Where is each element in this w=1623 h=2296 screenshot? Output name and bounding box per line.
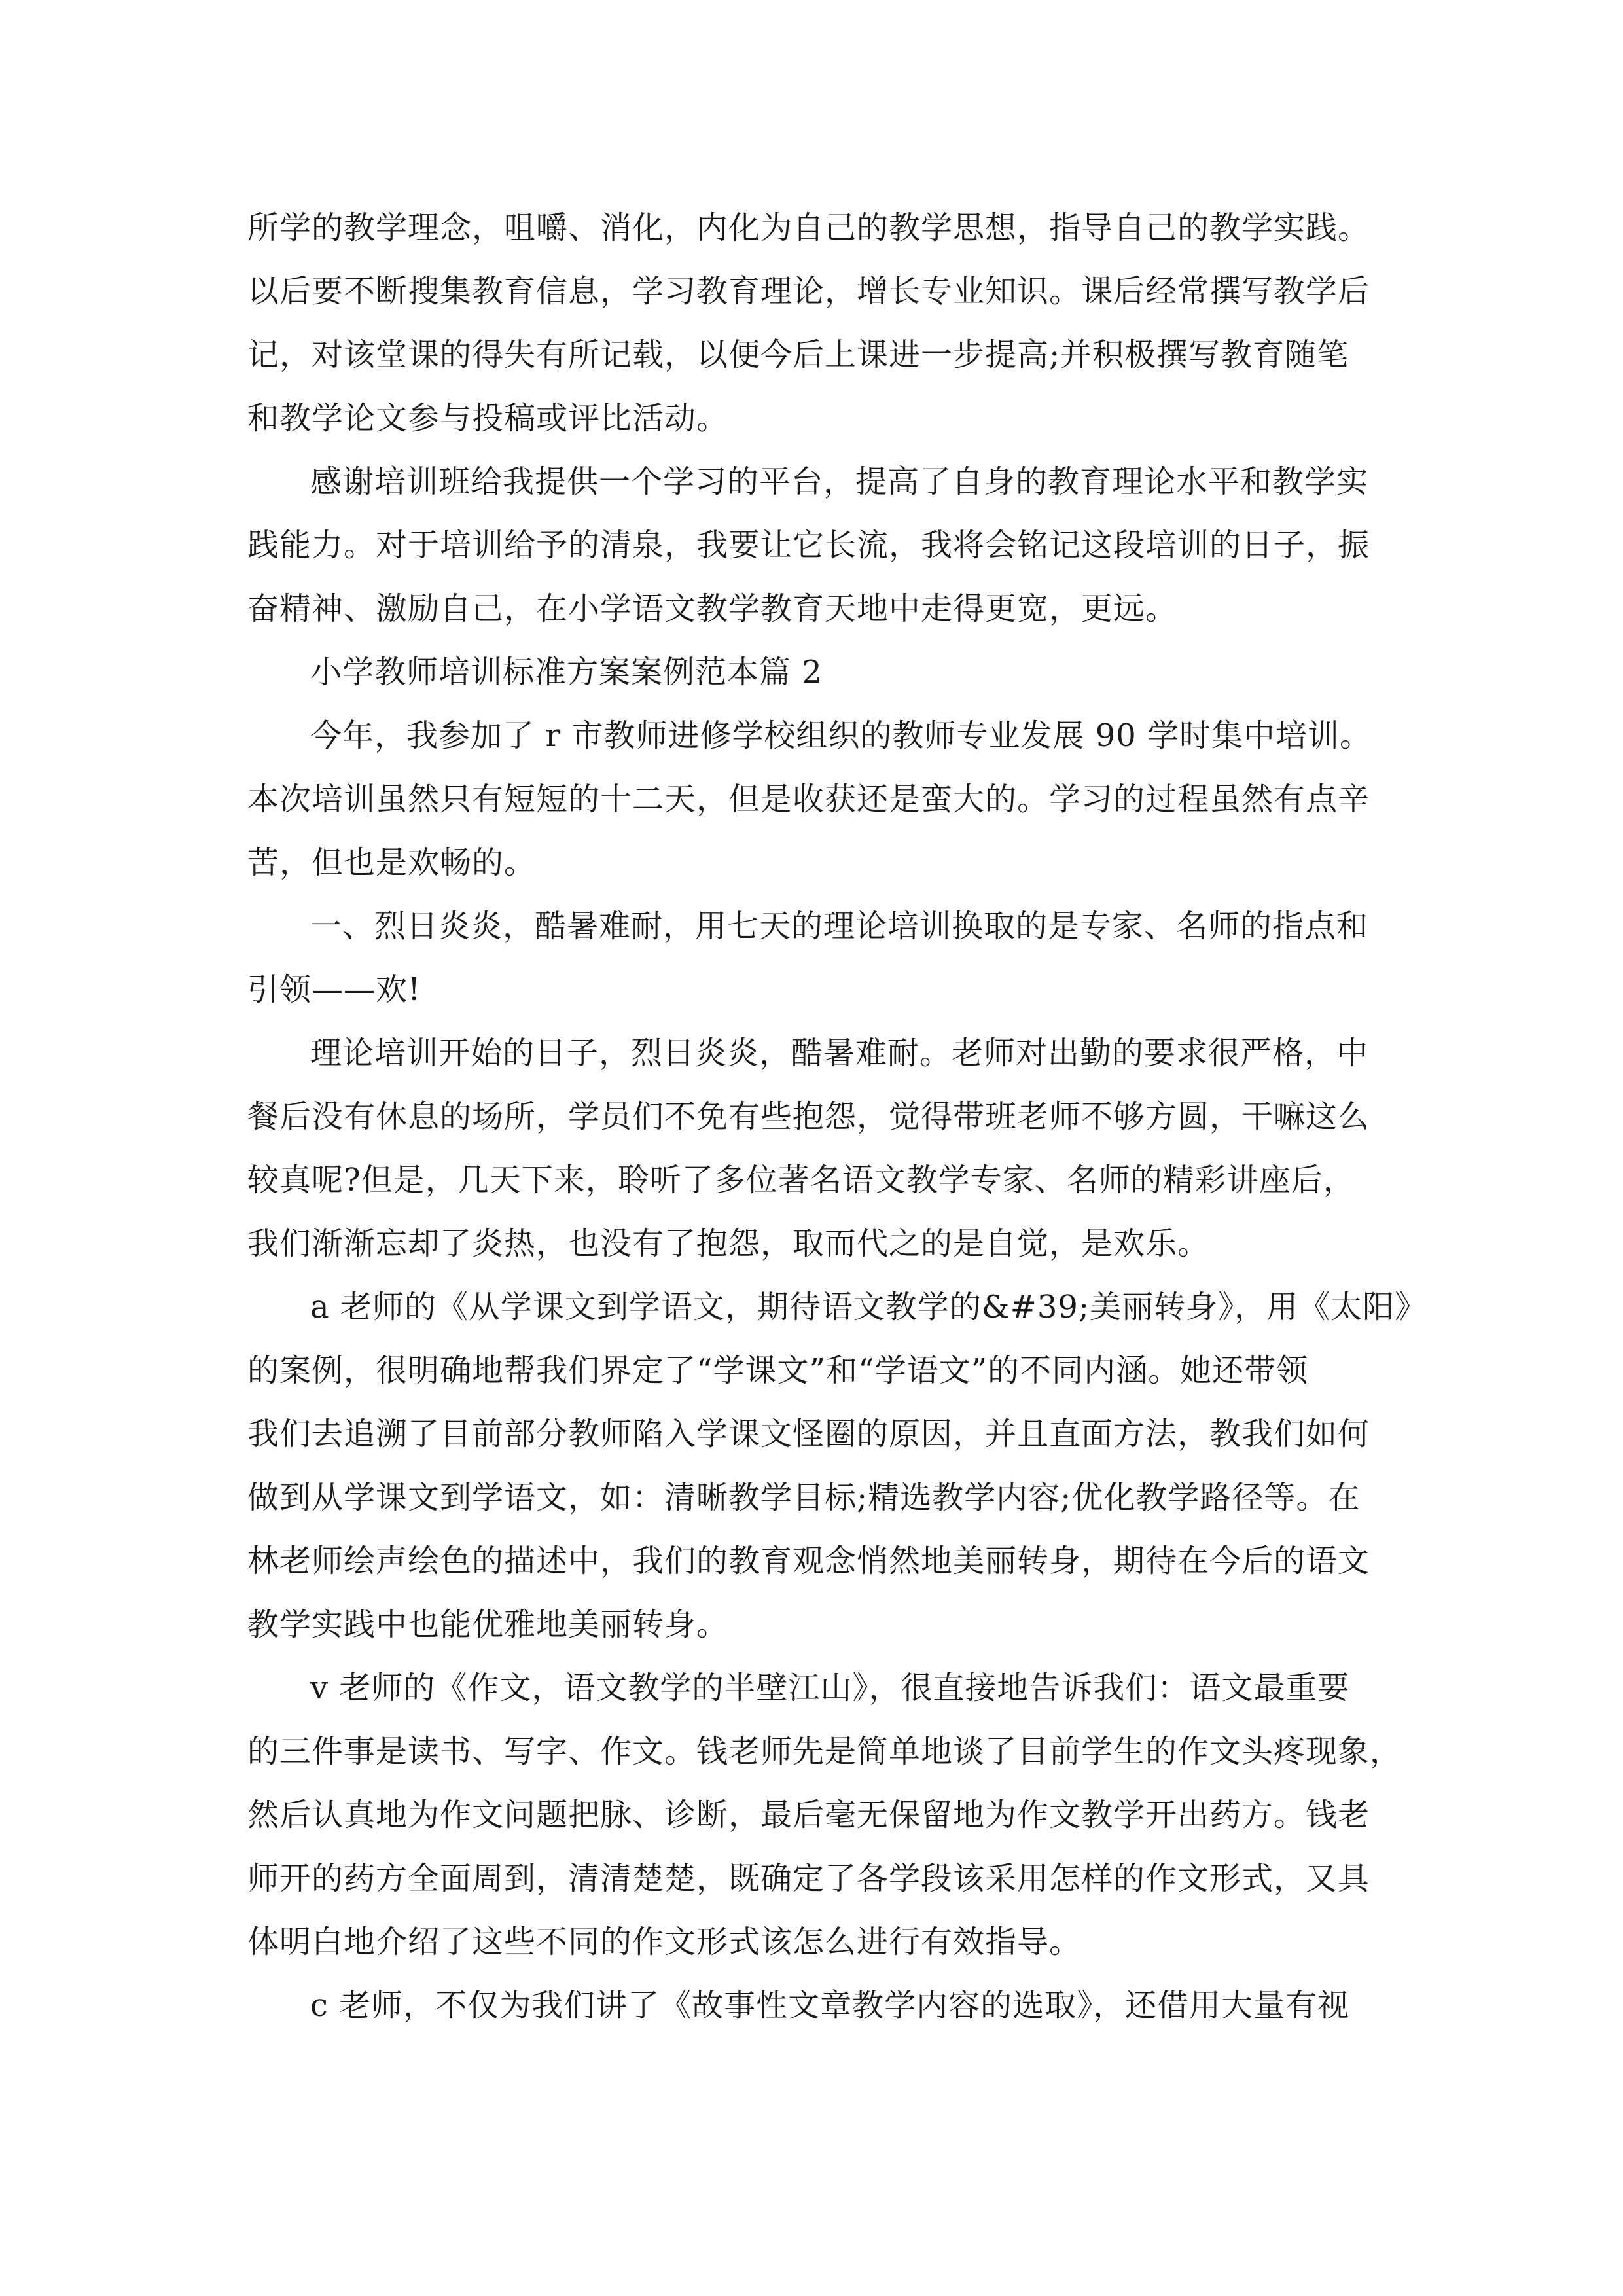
text-line: 引领——欢! bbox=[247, 971, 421, 1008]
text-line: 我们去追溯了目前部分教师陷入学课文怪圈的原因，并且直面方法，教我们如何 bbox=[247, 1416, 1370, 1452]
text-line: 做到从学课文到学语文，如：清晰教学目标;精选教学内容;优化教学路径等。在 bbox=[247, 1479, 1361, 1516]
text-line: a 老师的《从学课文到学语文，期待语文教学的&#39;美丽转身》，用《太阳》 bbox=[310, 1289, 1427, 1325]
text-line: 然后认真地为作文问题把脉、诊断，最后毫无保留地为作文教学开出药方。钱老 bbox=[247, 1797, 1370, 1833]
text-line: v 老师的《作文，语文教学的半壁江山》，很直接地告诉我们：语文最重要 bbox=[310, 1670, 1350, 1706]
text-line: 感谢培训班给我提供一个学习的平台，提高了自身的教育理论水平和教学实 bbox=[310, 463, 1369, 500]
text-line: 餐后没有休息的场所，学员们不免有些抱怨，觉得带班老师不够方圆，干嘛这么 bbox=[247, 1098, 1370, 1135]
document-body bbox=[247, 196, 1427, 2037]
text-line: c 老师，不仅为我们讲了《故事性文章教学内容的选取》，还借用大量有视 bbox=[310, 1987, 1350, 2024]
text-line: 的案例，很明确地帮我们界定了“学课文”和“学语文”的不同内涵。她还带领 bbox=[247, 1352, 1309, 1389]
text-line: 所学的教学理念，咀嚼、消化，内化为自己的教学思想，指导自己的教学实践。 bbox=[247, 209, 1370, 246]
text-line: 践能力。对于培训给予的清泉，我要让它长流，我将会铭记这段培训的日子，振 bbox=[247, 527, 1370, 564]
text-line: 苦，但也是欢畅的。 bbox=[247, 844, 537, 881]
text-line: 本次培训虽然只有短短的十二天，但是收获还是蛮大的。学习的过程虽然有点辛 bbox=[247, 781, 1370, 817]
text-line: 以后要不断搜集教育信息，学习教育理论，增长专业知识。课后经常撰写教学后 bbox=[247, 273, 1370, 310]
text-line: 和教学论文参与投稿或评比活动。 bbox=[247, 400, 729, 437]
text-line: 教学实践中也能优雅地美丽转身。 bbox=[247, 1606, 729, 1643]
text-line: 今年，我参加了 r 市教师进修学校组织的教师专业发展 90 学时集中培训。 bbox=[310, 717, 1372, 754]
text-line: 的三件事是读书、写字、作文。钱老师先是简单地谈了目前学生的作文头疼现象， bbox=[247, 1733, 1402, 1770]
text-line: 林老师绘声绘色的描述中，我们的教育观念悄然地美丽转身，期待在今后的语文 bbox=[247, 1543, 1370, 1579]
text-line: 我们渐渐忘却了炎热，也没有了抱怨，取而代之的是自觉，是欢乐。 bbox=[247, 1225, 1210, 1262]
text-line: 师开的药方全面周到，清清楚楚，既确定了各学段该采用怎样的作文形式，又具 bbox=[247, 1860, 1370, 1897]
text-line: 记，对该堂课的得失有所记载，以便今后上课进一步提高;并积极撰写教育随笔 bbox=[247, 336, 1349, 373]
section-heading: 小学教师培训标准方案案例范本篇 2 bbox=[310, 654, 823, 691]
text-line: 一、烈日炎炎，酷暑难耐，用七天的理论培训换取的是专家、名师的指点和 bbox=[310, 908, 1369, 944]
text-line: 奋精神、激励自己，在小学语文教学教育天地中走得更宽，更远。 bbox=[247, 590, 1178, 627]
text-line: 体明白地介绍了这些不同的作文形式该怎么进行有效指导。 bbox=[247, 1924, 1082, 1960]
text-line: 较真呢?但是，几天下来，聆听了多位著名语文教学专家、名师的精彩讲座后， bbox=[247, 1162, 1355, 1198]
text-line: 理论培训开始的日子，烈日炎炎，酷暑难耐。老师对出勤的要求很严格，中 bbox=[310, 1035, 1369, 1071]
